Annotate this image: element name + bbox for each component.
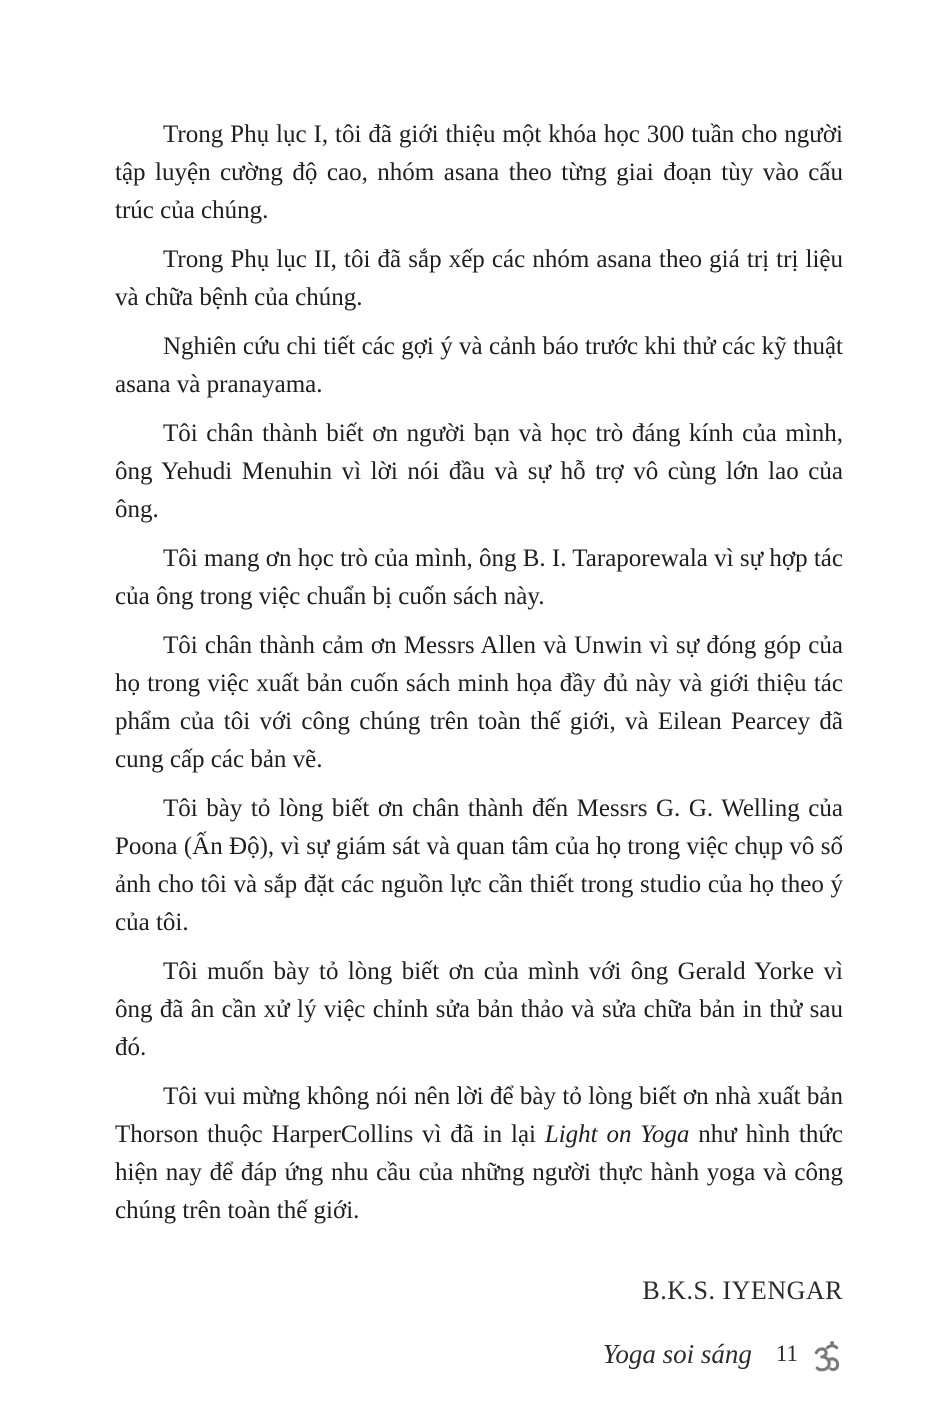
paragraph-text: Tôi chân thành cảm ơn Messrs Allen và Unwin vì sự đóng góp của họ trong việc xuất bản cuốn sách minh họa đầy đủ này và giới thiệu tác phẩm của tôi với công chúng trên toàn thế giới, và Eilean Pearcey đã cung cấp các bản vẽ. (115, 632, 843, 773)
paragraph-italic-text: Light on Yoga (544, 1121, 690, 1148)
om-icon (807, 1338, 841, 1376)
paragraph (115, 241, 843, 317)
paragraph-text: Tôi bày tỏ lòng biết ơn chân thành đến Messrs G. G. Welling của Poona (Ấn Độ), vì sự giám sát và quan tâm của họ trong việc chụp vô số ảnh cho tôi và sắp đặt các nguồn lực cần thiết trong studio của họ theo ý của tôi. (115, 795, 843, 936)
footer-book-title: Yoga soi sáng (602, 1339, 752, 1369)
author-signature: B.K.S. IYENGAR (642, 1276, 843, 1305)
paragraph-text: Tôi chân thành biết ơn người bạn và học trò đáng kính của mình, ông Yehudi Menuhin vì lời nói đầu và sự hỗ trợ vô cùng lớn lao của ông. (115, 420, 843, 523)
paragraph-text: như hình thức hiện nay để đáp ứng nhu cầu của những người thực hành yoga và công chúng trên toàn thế giới. (115, 1121, 843, 1224)
paragraph (115, 953, 843, 1067)
paragraph-text: Tôi mang ơn học trò của mình, ông B. I. Taraporewala vì sự hợp tác của ông trong việc chuẩn bị cuốn sách này. (115, 545, 843, 610)
paragraph (115, 1078, 843, 1230)
paragraph-text: Tôi muốn bày tỏ lòng biết ơn của mình với ông Gerald Yorke vì ông đã ân cần xử lý việc chỉnh sửa bản thảo và sửa chữa bản in thử sau đó. (115, 958, 843, 1061)
paragraph (115, 328, 843, 404)
paragraph (115, 790, 843, 942)
page-footer (603, 1333, 841, 1371)
footer-page-number: 11 (775, 1341, 798, 1366)
paragraph (115, 540, 843, 616)
paragraph-text: Trong Phụ lục II, tôi đã sắp xếp các nhóm asana theo giá trị trị liệu và chữa bệnh của chúng. (115, 246, 843, 311)
paragraph (115, 415, 843, 529)
paragraph-container (115, 116, 843, 1230)
paragraph (115, 627, 843, 779)
paragraph-text: Nghiên cứu chi tiết các gợi ý và cảnh báo trước khi thử các kỹ thuật asana và pranayama. (115, 333, 843, 398)
paragraph-text: Tôi vui mừng không nói nên lời để bày tỏ lòng biết ơn nhà xuất bản Thorson thuộc HarperCollins vì đã in lại (115, 1083, 843, 1148)
paragraph-text: Trong Phụ lục I, tôi đã giới thiệu một khóa học 300 tuần cho người tập luyện cường độ cao, nhóm asana theo từng giai đoạn tùy vào cấu trúc của chúng. (115, 121, 843, 224)
paragraph (115, 116, 843, 230)
